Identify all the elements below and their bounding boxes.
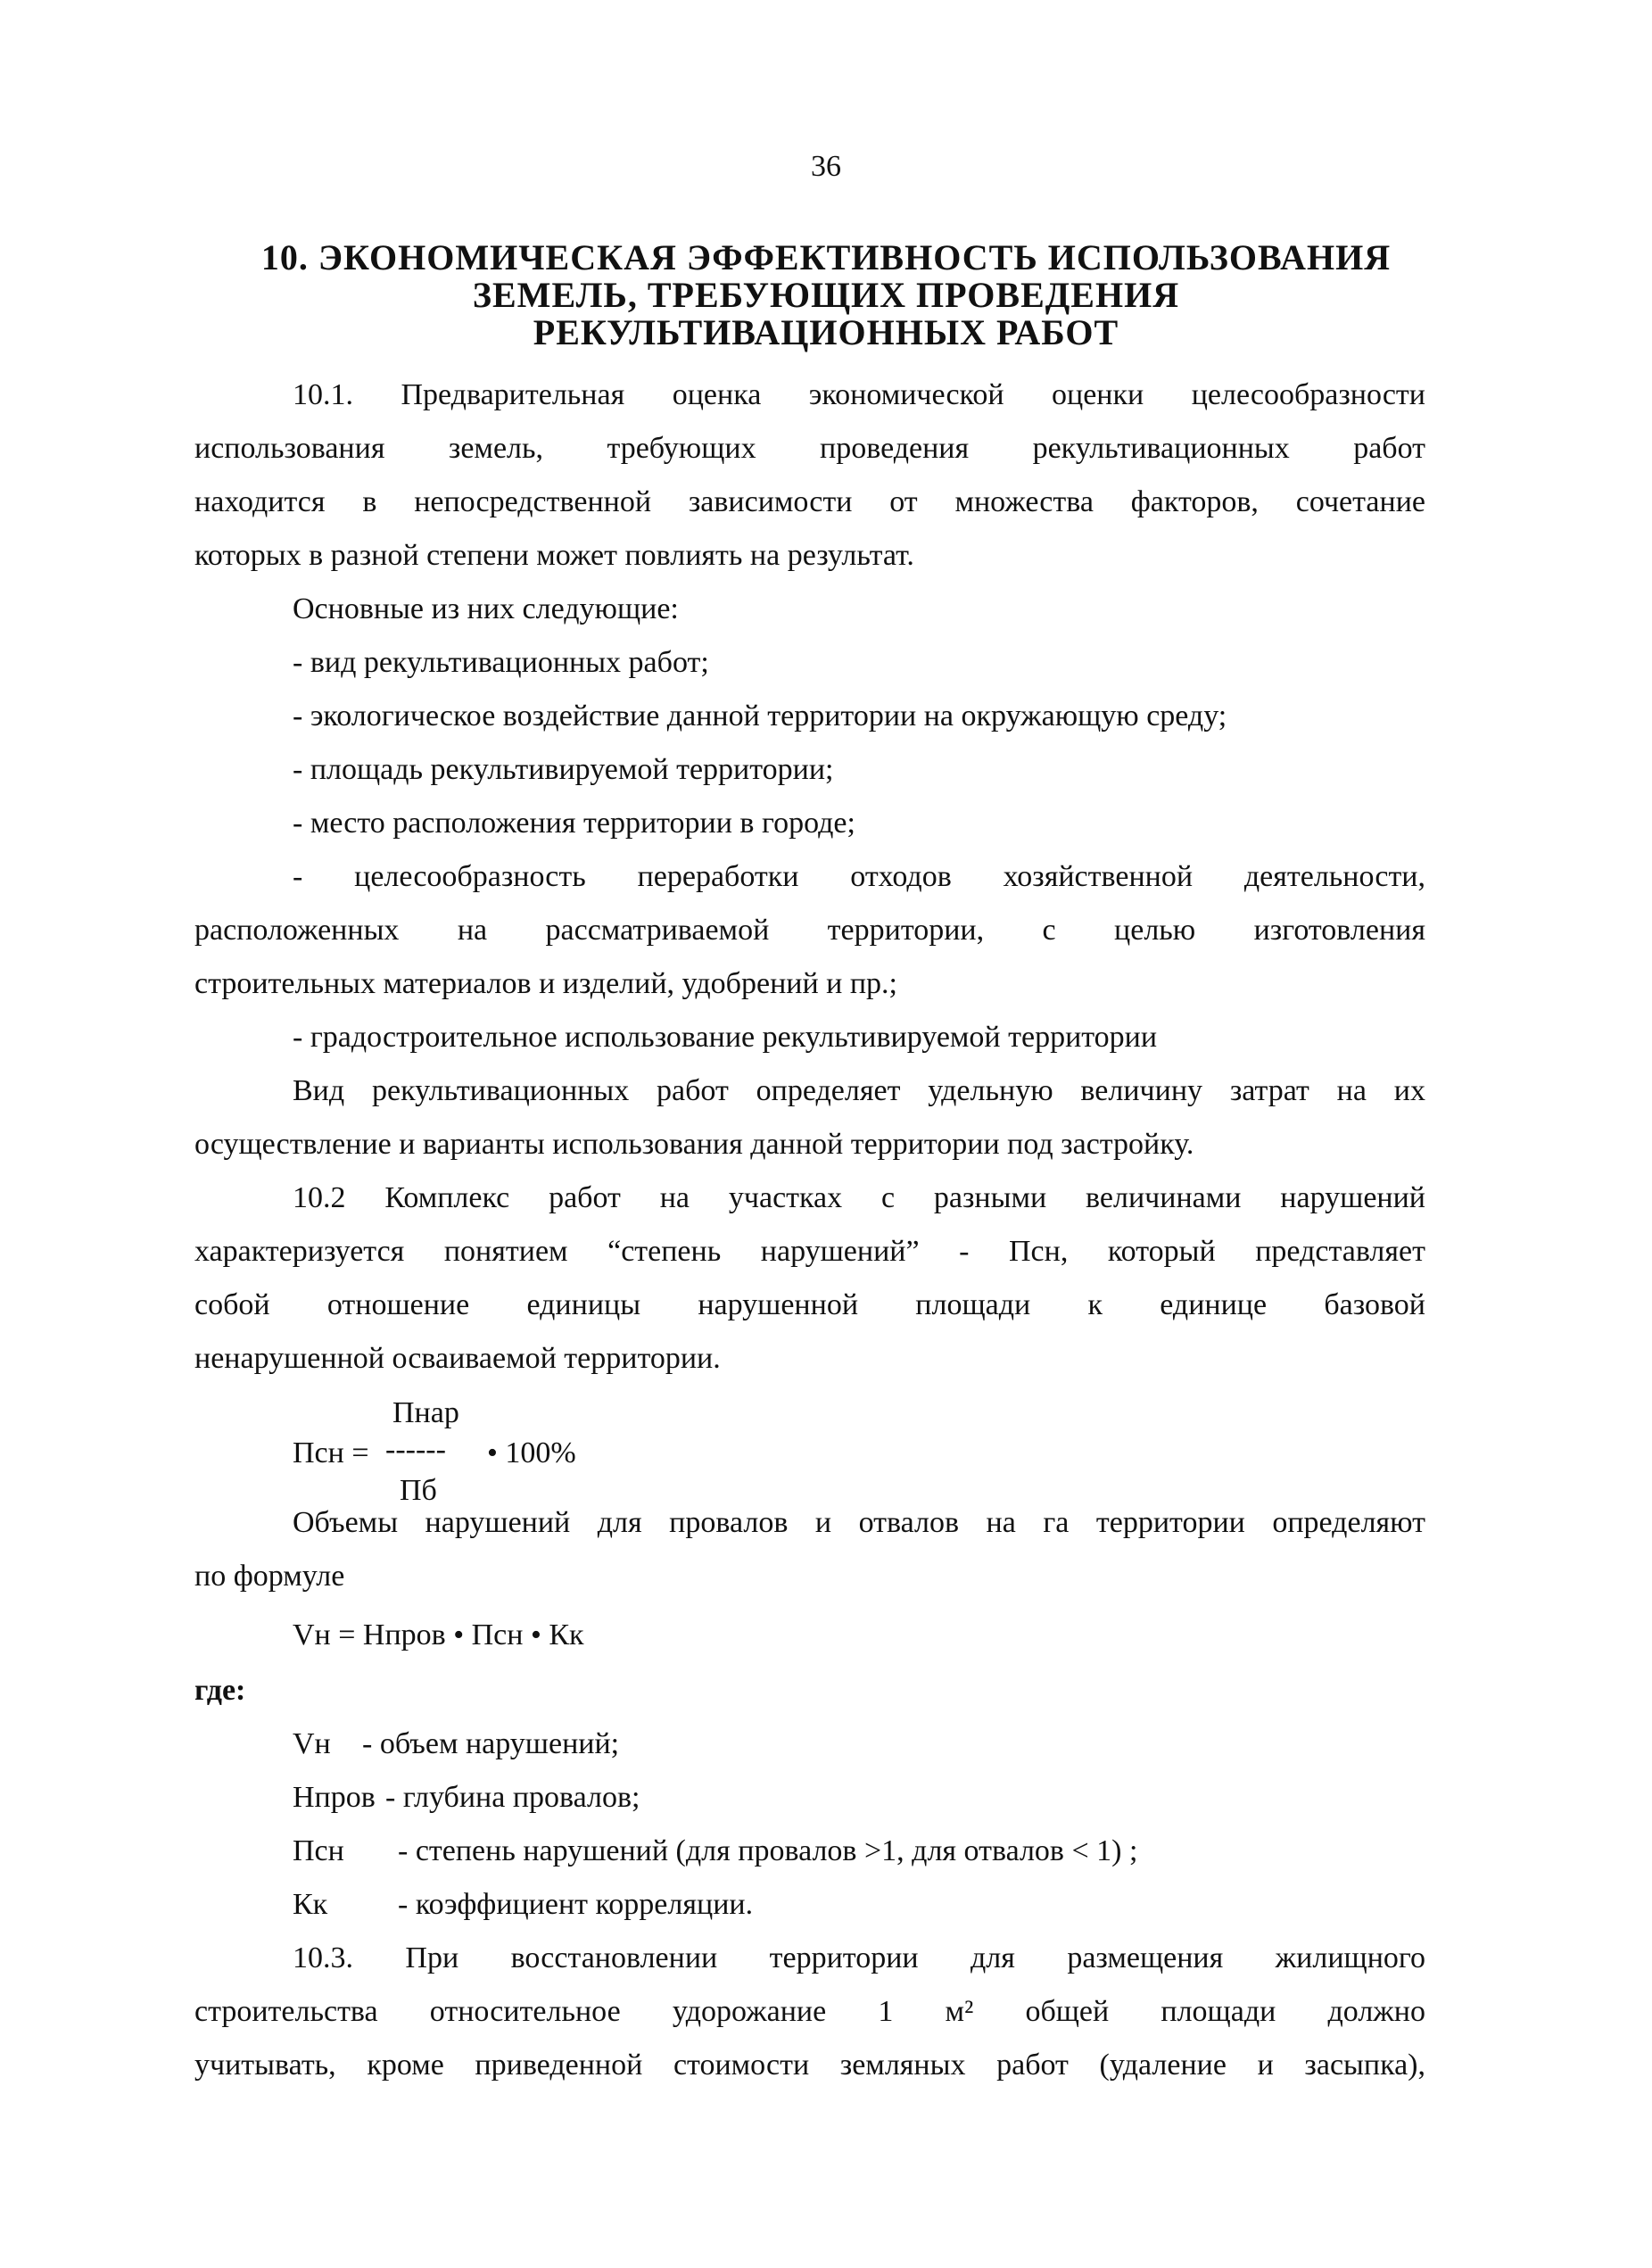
factor-item: - экологическое воздействие данной территории на окружающую среду; — [293, 699, 1227, 733]
factor-5-line-1: - целесообразность переработки отходов хозяйственной деятельности, — [293, 860, 1425, 893]
heading-line-3: РЕКУЛЬТИВАЦИОННЫХ РАБОТ — [533, 312, 1119, 352]
definition-term: Псн — [293, 1834, 344, 1867]
heading-line-1: 10. ЭКОНОМИЧЕСКАЯ ЭФФЕКТИВНОСТЬ ИСПОЛЬЗОВАНИЯ — [260, 237, 1392, 277]
formula-fraction-bar: ------ — [385, 1433, 446, 1466]
factors-intro: Основные из них следующие: — [293, 592, 679, 625]
paragraph-10-3-line-2: строительства относительное удорожание 1 м² общей площади должно — [194, 1995, 1425, 2028]
factor-5-line-3: строительных материалов и изделий, удобрений и пр.; — [194, 967, 897, 1000]
paragraph-volumes-line-1: Объемы нарушений для провалов и отвалов на га территории определяют — [293, 1506, 1425, 1539]
factor-item: - площадь рекультивируемой территории; — [293, 753, 834, 786]
formula-rhs: • 100% — [487, 1436, 576, 1469]
heading-line-2: ЗЕМЕЛЬ, ТРЕБУЮЩИХ ПРОВЕДЕНИЯ — [472, 275, 1180, 315]
formula-lhs: Псн = — [293, 1436, 369, 1469]
page-number: 36 — [811, 150, 841, 183]
definition-term: Vн — [293, 1727, 331, 1760]
paragraph-10-2-line-4: ненарушенной осваиваемой территории. — [194, 1342, 721, 1375]
paragraph-10-1-line-3: находится в непосредственной зависимости от множества факторов, сочетание — [194, 485, 1425, 518]
formula-volume: Vн = Нпров • Псн • Кк — [293, 1618, 584, 1651]
paragraph-10-1-line-2: использования земель, требующих проведения рекультивационных работ — [194, 432, 1425, 465]
paragraph-vid-line-1: Вид рекультивационных работ определяет удельную величину затрат на их — [293, 1074, 1425, 1107]
formula-numerator: Пнар — [392, 1396, 459, 1429]
paragraph-10-3-line-1: 10.3. При восстановлении территории для размещения жилищного — [293, 1941, 1425, 1974]
factor-item: - место расположения территории в городе; — [293, 807, 855, 840]
factor-item: - градостроительное использование рекультивируемой территории — [293, 1021, 1158, 1054]
definition-description: - степень нарушений (для провалов >1, для отвалов < 1) ; — [398, 1834, 1138, 1867]
formula-denominator: Пб — [400, 1474, 437, 1507]
definition-term: Кк — [293, 1888, 328, 1921]
definition-description: - глубина провалов; — [385, 1781, 640, 1814]
paragraph-vid-line-2: осуществление и варианты использования данной территории под застройку. — [194, 1128, 1194, 1161]
paragraph-10-1-line-4: которых в разной степени может повлиять на результат. — [194, 539, 914, 572]
paragraph-10-3-line-3: учитывать, кроме приведенной стоимости земляных работ (удаление и засыпка), — [194, 2049, 1425, 2082]
section-heading — [178, 239, 1474, 352]
where-label: где: — [194, 1674, 246, 1707]
paragraph-10-2-line-1: 10.2 Комплекс работ на участках с разными величинами нарушений — [293, 1181, 1425, 1214]
paragraph-10-2-line-3: собой отношение единицы нарушенной площади к единице базовой — [194, 1288, 1425, 1321]
paragraph-10-2-line-2: характеризуется понятием “степень нарушений” - Псн, который представляет — [194, 1235, 1425, 1268]
definition-description: - коэффициент корреляции. — [398, 1888, 754, 1921]
paragraph-volumes-line-2: по формуле — [194, 1560, 345, 1593]
factor-5-line-2: расположенных на рассматриваемой территории, с целью изготовления — [194, 914, 1425, 947]
paragraph-10-1-line-1: 10.1. Предварительная оценка экономической оценки целесообразности — [293, 378, 1425, 411]
definition-description: - объем нарушений; — [362, 1727, 620, 1760]
factor-item: - вид рекультивационных работ; — [293, 646, 709, 679]
definition-term: Нпров — [293, 1781, 376, 1814]
